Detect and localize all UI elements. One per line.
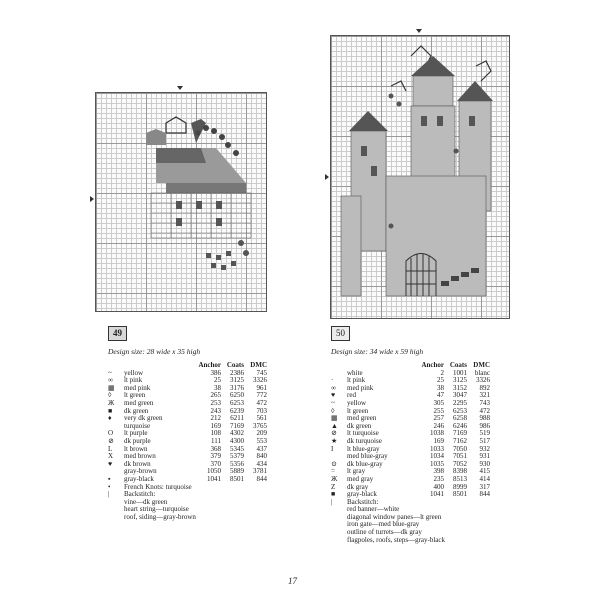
dmc-value: 517 [479, 436, 490, 445]
coats-value: 6253 [453, 406, 467, 415]
anchor-value: 108 [210, 429, 221, 438]
anchor-value: 169 [433, 436, 444, 445]
note-symbol: | [108, 490, 110, 499]
anchor-value: 25 [437, 376, 444, 385]
color-name: med blue-gray [347, 452, 388, 461]
color-name: lt blue-gray [347, 444, 380, 453]
anchor-value: 379 [210, 452, 221, 461]
symbol: ▲ [331, 421, 338, 430]
coats-value: 3125 [453, 376, 467, 385]
coats-value: 7051 [453, 452, 467, 461]
symbol: O [108, 429, 114, 438]
dmc-value: 844 [256, 474, 267, 483]
anchor-value: 1035 [430, 459, 444, 468]
header-dmc: DMC [473, 361, 490, 369]
note-symbol [108, 506, 124, 514]
castle-pattern [331, 36, 509, 318]
anchor-value: 47 [437, 391, 444, 400]
symbol: ⊘ [108, 436, 114, 445]
dmc-value: 772 [256, 391, 267, 400]
color-name: med green [124, 398, 154, 407]
center-marker-left-50 [325, 174, 329, 180]
dmc-value: 317 [479, 482, 490, 491]
color-name: very dk green [124, 414, 163, 423]
anchor-value: 386 [210, 368, 221, 377]
dmc-value: 415 [479, 467, 490, 476]
coats-value: 5356 [230, 459, 244, 468]
anchor-value: 38 [214, 383, 221, 392]
color-name: med pink [347, 383, 374, 392]
color-key-50 [331, 362, 490, 544]
dmc-value: 961 [256, 383, 267, 392]
symbol: ■ [331, 490, 336, 499]
symbol: ⊙ [331, 459, 337, 468]
coats-value: 7050 [453, 444, 467, 453]
coats-value: 6258 [453, 414, 467, 423]
note-symbol [331, 506, 347, 514]
color-name: lt green [124, 391, 146, 400]
coats-value: 6246 [453, 421, 467, 430]
header-coats: Coats [226, 361, 244, 369]
note-text: vine—dk green [124, 497, 168, 506]
note-text: heart string—turquoise [124, 505, 189, 514]
anchor-value: 2 [440, 368, 444, 377]
color-key-49 [108, 362, 267, 521]
color-name: yellow [124, 368, 144, 377]
dmc-value: 892 [479, 383, 490, 392]
note-text: roof, siding—gray-brown [124, 512, 196, 521]
symbol: = [331, 467, 335, 476]
dmc-value: 3326 [253, 376, 267, 385]
symbol: ~ [331, 398, 335, 407]
color-name: lt gray [347, 467, 366, 476]
anchor-value: 400 [433, 482, 444, 491]
key-note [108, 514, 267, 522]
dmc-value: 414 [479, 474, 490, 483]
note-text: red banner—white [347, 505, 400, 514]
symbol: ∞ [108, 376, 113, 385]
symbol: ▪ [108, 474, 111, 483]
anchor-value: 1034 [430, 452, 444, 461]
symbol: ∞ [331, 383, 336, 392]
note-symbol [331, 537, 347, 545]
color-name: gray-brown [124, 467, 157, 476]
chart-grid-49 [95, 92, 267, 312]
symbol: ▦ [331, 414, 338, 423]
dmc-value: 3781 [253, 467, 267, 476]
note-text: diagonal window panes—lt green [347, 512, 442, 521]
color-name: dk purple [124, 436, 151, 445]
color-name: yellow [347, 398, 367, 407]
dmc-value: 932 [479, 444, 490, 453]
coats-value: 7162 [453, 436, 467, 445]
color-name: dk green [347, 421, 372, 430]
symbol: ⊘ [331, 429, 337, 438]
color-name: lt purple [124, 429, 148, 438]
note-symbol [331, 521, 347, 529]
anchor-value: 265 [210, 391, 221, 400]
note-text: iron gate—med blue-gray [347, 520, 420, 529]
note-symbol [108, 514, 124, 522]
dmc-value: 930 [479, 459, 490, 468]
color-name: dk blue-gray [347, 459, 383, 468]
symbol: Ж [108, 398, 115, 407]
note-text: Backstitch: [124, 490, 156, 499]
note-symbol [108, 499, 124, 507]
color-name: lt pink [124, 376, 143, 385]
chart-grid-50 [330, 35, 510, 319]
color-name: gray-black [347, 490, 377, 499]
note-symbol [331, 529, 347, 537]
color-name: dk brown [124, 459, 151, 468]
symbol: ▦ [108, 383, 115, 392]
header-anchor: Anchor [198, 361, 221, 369]
note-text: outline of turrets—dk gray [347, 528, 422, 537]
design-size-49: Design size: 28 wide x 35 high [108, 347, 201, 356]
key-notes [108, 484, 267, 522]
dmc-value: 986 [479, 421, 490, 430]
symbol: L [108, 444, 113, 453]
cottage-pattern [96, 93, 266, 311]
coats-value: 3047 [453, 391, 467, 400]
key-note [331, 537, 490, 545]
anchor-value: 255 [433, 406, 444, 415]
key-rows [108, 370, 267, 484]
anchor-value: 243 [210, 406, 221, 415]
color-name: dk gray [347, 482, 369, 491]
symbol [108, 468, 124, 476]
coats-value: 8513 [453, 474, 467, 483]
symbol: ◊ [331, 406, 335, 415]
anchor-value: 257 [433, 414, 444, 423]
coats-value: 7052 [453, 459, 467, 468]
center-marker-left-49 [90, 196, 94, 202]
coats-value: 8999 [453, 482, 467, 491]
anchor-value: 305 [433, 398, 444, 407]
dmc-value: 703 [256, 406, 267, 415]
dmc-value: blanc [474, 368, 490, 377]
key-notes [331, 499, 490, 545]
coats-value: 1001 [453, 368, 467, 377]
anchor-value: 368 [210, 444, 221, 453]
symbol: ♥ [331, 391, 336, 400]
dmc-value: 553 [256, 436, 267, 445]
center-marker-top-50 [416, 29, 422, 33]
anchor-value: 25 [214, 376, 221, 385]
coats-value: 4300 [230, 436, 244, 445]
dmc-value: 434 [256, 459, 267, 468]
dmc-value: 472 [256, 398, 267, 407]
coats-value: 8501 [230, 474, 244, 483]
anchor-value: 1038 [430, 429, 444, 438]
note-text: French Knots: turquoise [124, 482, 192, 491]
color-name: lt brown [124, 444, 148, 453]
anchor-value: 1033 [430, 444, 444, 453]
key-rows [331, 370, 490, 499]
coats-value: 7169 [230, 421, 244, 430]
symbol: ♥ [108, 459, 113, 468]
note-text: flagpoles, roofs, steps—gray-black [347, 535, 445, 544]
anchor-value: 235 [433, 474, 444, 483]
note-symbol: | [331, 497, 333, 506]
symbol: ★ [331, 436, 338, 445]
anchor-value: 398 [433, 467, 444, 476]
dmc-value: 321 [479, 391, 490, 400]
symbol: Z [331, 482, 336, 491]
note-symbol: • [108, 482, 111, 491]
dmc-value: 519 [479, 429, 490, 438]
color-name: red [347, 391, 356, 400]
coats-value: 5379 [230, 452, 244, 461]
coats-value: 8398 [453, 467, 467, 476]
anchor-value: 1050 [207, 467, 221, 476]
coats-value: 5889 [230, 467, 244, 476]
symbol: Ж [331, 474, 338, 483]
anchor-value: 111 [211, 436, 221, 445]
coats-value: 4302 [230, 429, 244, 438]
coats-value: 6211 [230, 414, 244, 423]
header-dmc: DMC [250, 361, 267, 369]
dmc-value: 3765 [253, 421, 267, 430]
symbol [331, 370, 347, 378]
symbol: ■ [108, 406, 113, 415]
color-name: med brown [124, 452, 156, 461]
anchor-value: 246 [433, 421, 444, 430]
dmc-value: 3326 [476, 376, 490, 385]
symbol: · [331, 376, 334, 385]
dmc-value: 743 [479, 398, 490, 407]
design-number-50: 50 [331, 326, 350, 341]
anchor-value: 38 [437, 383, 444, 392]
coats-value: 3152 [453, 383, 467, 392]
color-name: dk green [124, 406, 149, 415]
color-name: white [347, 368, 363, 377]
coats-value: 5345 [230, 444, 244, 453]
symbol: I [331, 444, 334, 453]
color-name: med pink [124, 383, 151, 392]
dmc-value: 437 [256, 444, 267, 453]
dmc-value: 561 [256, 414, 267, 423]
header-anchor: Anchor [421, 361, 444, 369]
dmc-value: 209 [256, 429, 267, 438]
dmc-value: 840 [256, 452, 267, 461]
coats-value: 7169 [453, 429, 467, 438]
coats-value: 3125 [230, 376, 244, 385]
coats-value: 6250 [230, 391, 244, 400]
design-size-50: Design size: 34 wide x 59 high [331, 347, 424, 356]
symbol: ~ [108, 368, 112, 377]
color-name: lt pink [347, 376, 366, 385]
page-number: 17 [288, 576, 297, 586]
coats-value: 6253 [230, 398, 244, 407]
coats-value: 3176 [230, 383, 244, 392]
anchor-value: 1041 [207, 474, 221, 483]
coats-value: 6239 [230, 406, 244, 415]
symbol: ◊ [108, 391, 112, 400]
color-name: dk turquoise [347, 436, 382, 445]
color-name: turquoise [124, 421, 151, 430]
color-name: gray-black [124, 474, 154, 483]
dmc-value: 988 [479, 414, 490, 423]
anchor-value: 169 [210, 421, 221, 430]
anchor-value: 253 [210, 398, 221, 407]
dmc-value: 745 [256, 368, 267, 377]
color-name: lt green [347, 406, 369, 415]
dmc-value: 844 [479, 490, 490, 499]
note-symbol [331, 514, 347, 522]
symbol: X [108, 452, 114, 461]
coats-value: 2386 [230, 368, 244, 377]
note-text: Backstitch: [347, 497, 379, 506]
color-name: lt turquoise [347, 429, 379, 438]
anchor-value: 1041 [430, 490, 444, 499]
anchor-value: 370 [210, 459, 221, 468]
header-coats: Coats [449, 361, 467, 369]
color-name: med gray [347, 474, 374, 483]
anchor-value: 212 [210, 414, 221, 423]
dmc-value: 931 [479, 452, 490, 461]
coats-value: 8501 [453, 490, 467, 499]
color-name: med green [347, 414, 377, 423]
design-number-49: 49 [108, 326, 127, 341]
coats-value: 2295 [453, 398, 467, 407]
symbol: ♦ [108, 414, 112, 423]
dmc-value: 472 [479, 406, 490, 415]
center-marker-top-49 [177, 86, 183, 90]
